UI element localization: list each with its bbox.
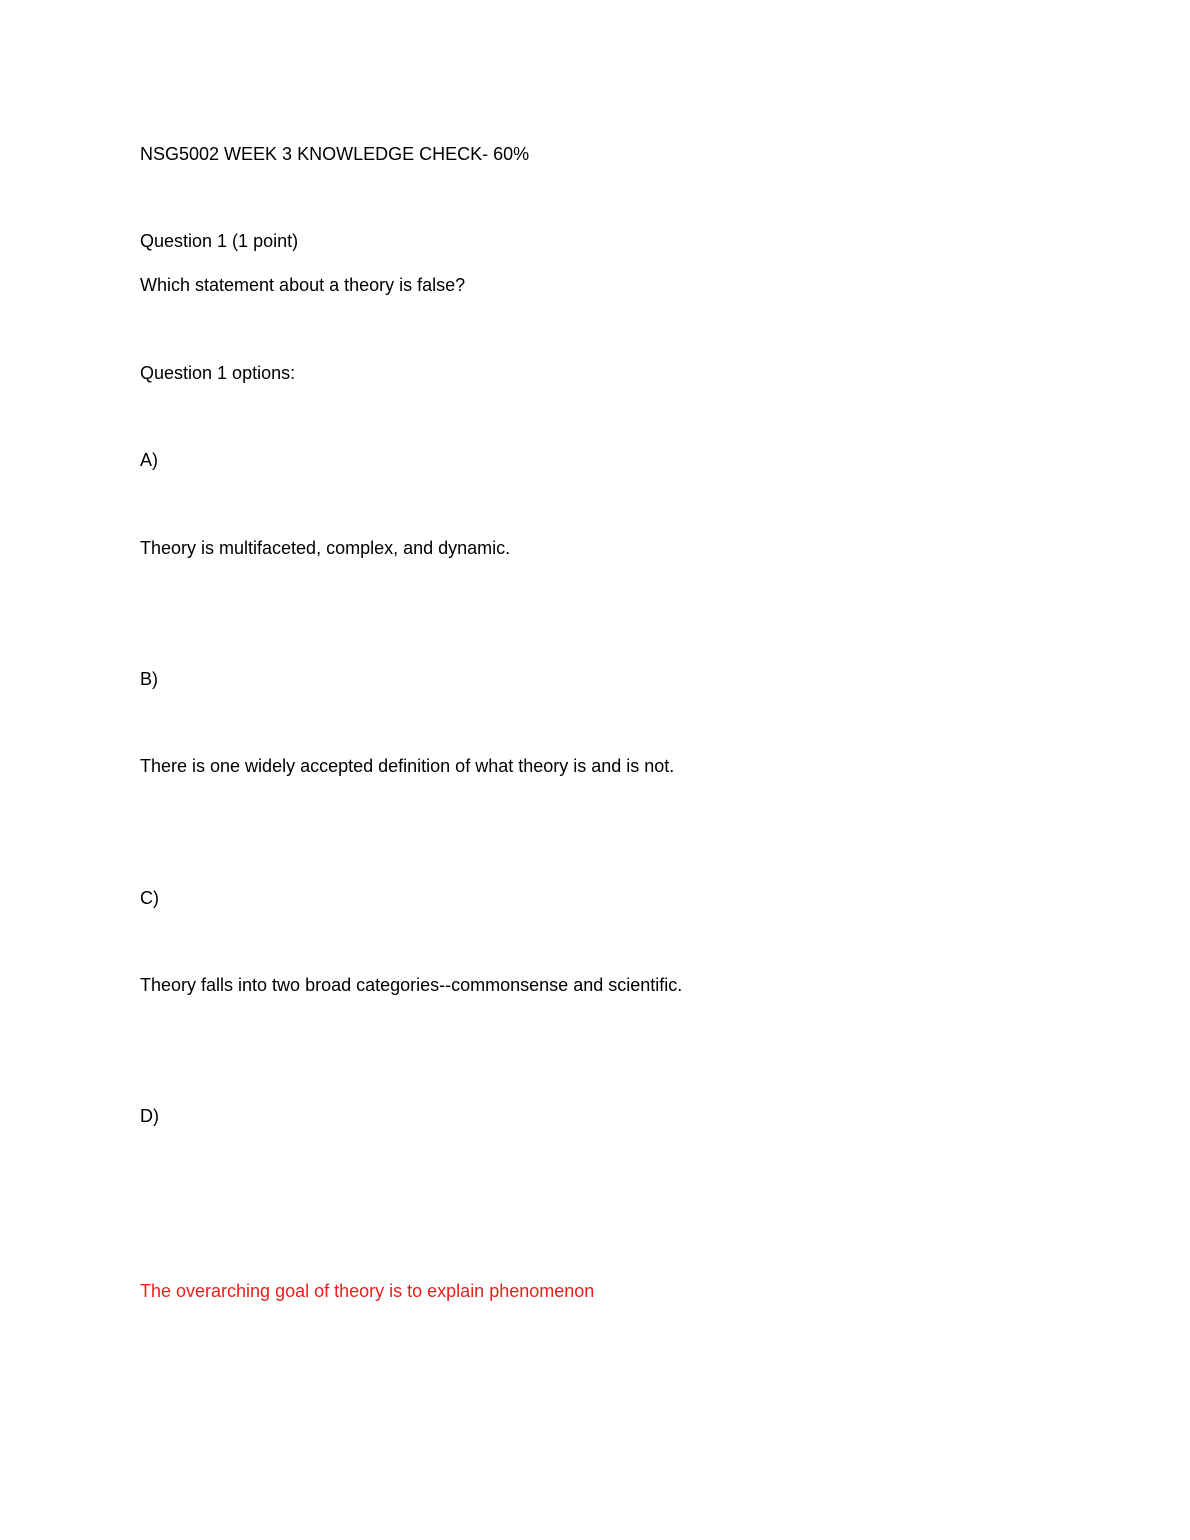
question-header: Question 1 (1 point) [140, 231, 299, 251]
options-label: Question 1 options: [140, 363, 296, 383]
option-a-text: Theory is multifaceted, complex, and dynamic. [140, 538, 511, 558]
option-a-letter: A) [140, 450, 158, 470]
option-d-text-highlighted-answer: The overarching goal of theory is to explain phenomenon [140, 1281, 595, 1301]
option-b-text: There is one widely accepted definition of what theory is and is not. [140, 756, 675, 776]
question-prompt: Which statement about a theory is false? [140, 275, 466, 295]
option-c-letter: C) [140, 888, 159, 908]
option-d-letter: D) [140, 1106, 159, 1126]
document-title: NSG5002 WEEK 3 KNOWLEDGE CHECK- 60% [140, 144, 530, 164]
option-b-letter: B) [140, 669, 158, 689]
option-c-text: Theory falls into two broad categories--commonsense and scientific. [140, 975, 683, 995]
